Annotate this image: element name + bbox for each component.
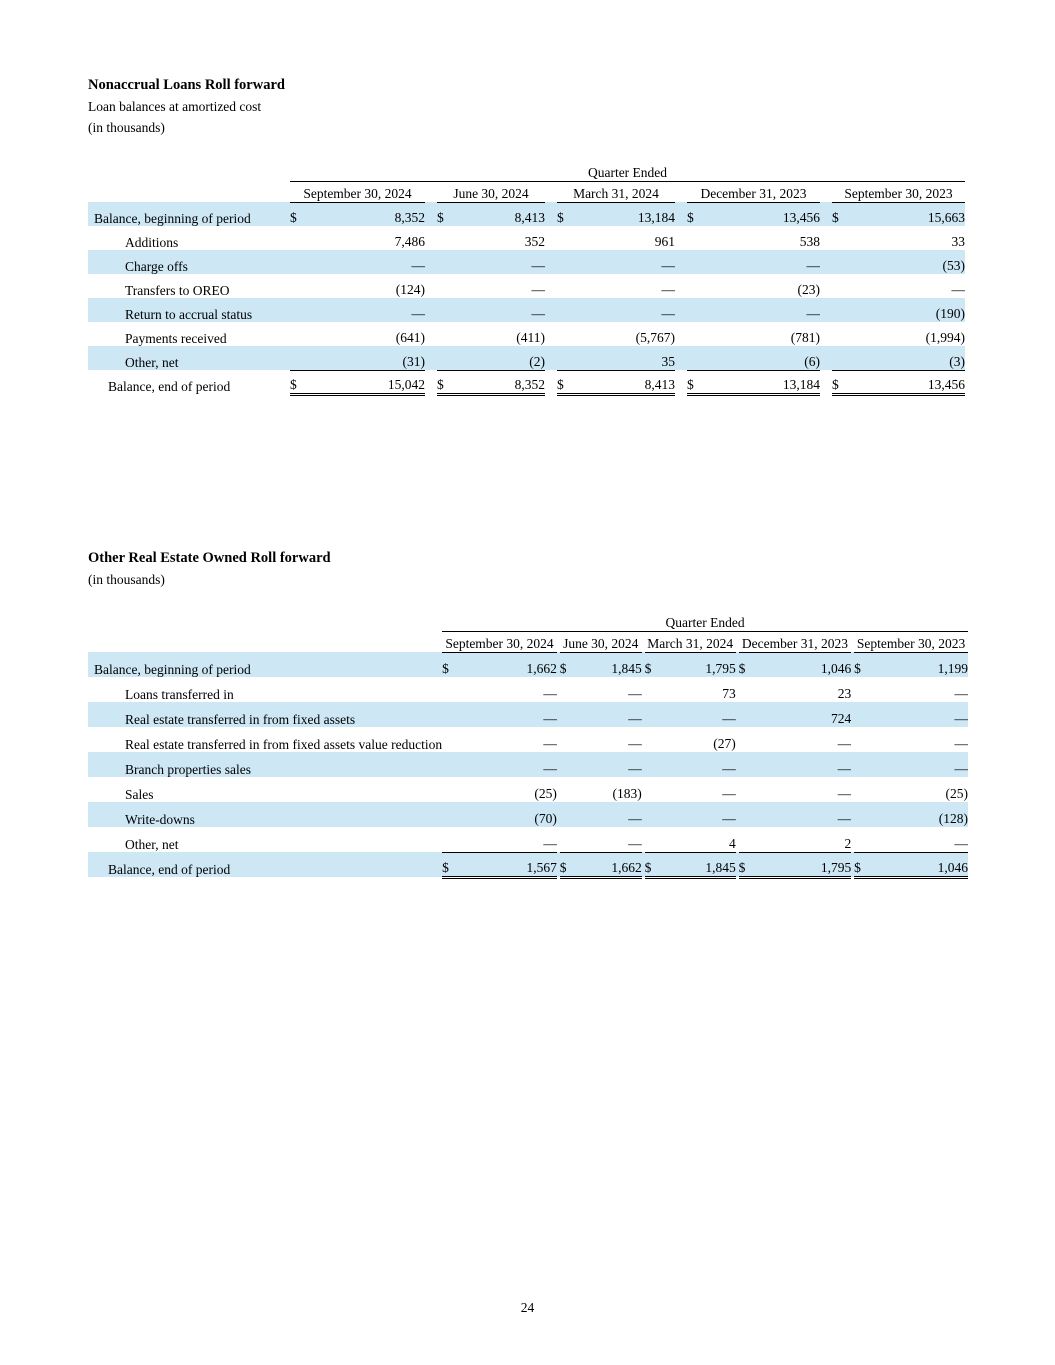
- dollar-sign: $: [290, 370, 308, 394]
- dollar-sign: [739, 802, 755, 827]
- dollar-sign: [557, 274, 575, 298]
- dollar-sign: [437, 298, 455, 322]
- group-header: Quarter Ended: [442, 610, 968, 631]
- row-label: Loans transferred in: [125, 686, 234, 702]
- cell-value: (6): [705, 346, 820, 370]
- cell-value: 1,662: [574, 852, 642, 877]
- table-row: [88, 802, 968, 827]
- dollar-sign: [739, 777, 755, 802]
- column-header-row: [88, 631, 968, 652]
- cell-value: (124): [395, 282, 425, 297]
- cell-value: 352: [524, 234, 545, 249]
- table-row: [88, 652, 968, 677]
- cell-value: 1,199: [937, 661, 968, 676]
- dollar-sign: [687, 274, 705, 298]
- dollar-sign: [560, 752, 574, 777]
- cell-value: —: [806, 306, 820, 321]
- column-spacer: [545, 202, 557, 226]
- cell-value: 13,184: [637, 210, 675, 225]
- section-other-real-estate-owned: [88, 548, 968, 879]
- dollar-sign: [645, 827, 660, 852]
- cell-value: (5,767): [635, 330, 675, 345]
- dollar-sign: $: [645, 852, 660, 877]
- dollar-sign: [442, 727, 458, 752]
- dollar-sign: [557, 250, 575, 274]
- dollar-sign: [290, 298, 308, 322]
- column-spacer: [820, 322, 832, 346]
- row-label: Write-downs: [125, 811, 195, 827]
- cell-value: —: [543, 686, 557, 701]
- cell-value: —: [722, 811, 736, 826]
- cell-value: —: [661, 258, 675, 273]
- column-spacer: [425, 322, 437, 346]
- column-spacer: [425, 226, 437, 250]
- page-number: 24: [520, 1300, 535, 1315]
- table-row: [88, 370, 965, 394]
- dollar-sign: [557, 322, 575, 346]
- row-label: Additions: [125, 234, 179, 250]
- cell-value: 1,845: [660, 852, 736, 877]
- dollar-sign: [687, 250, 705, 274]
- table-row: [88, 298, 965, 322]
- column-header: September 30, 2024: [442, 631, 557, 652]
- column-spacer: [425, 274, 437, 298]
- dollar-sign: $: [687, 210, 694, 225]
- cell-value: 23: [837, 686, 852, 701]
- column-spacer: [820, 202, 832, 226]
- cell-value: (53): [942, 258, 965, 273]
- section-subtitle: (in thousands): [88, 120, 165, 135]
- cell-value: 8,352: [394, 210, 425, 225]
- cell-value: —: [628, 761, 642, 776]
- dollar-sign: [687, 322, 705, 346]
- dollar-sign: [437, 250, 455, 274]
- row-label: Transfers to OREO: [125, 282, 230, 298]
- dollar-sign: [437, 322, 455, 346]
- column-spacer: [425, 202, 437, 226]
- section-subtitle: (in thousands): [88, 572, 165, 587]
- column-spacer: [675, 181, 687, 202]
- dollar-sign: [645, 702, 660, 727]
- column-spacer: [545, 226, 557, 250]
- dollar-sign: [290, 322, 308, 346]
- cell-value: —: [458, 827, 557, 852]
- column-header: June 30, 2024: [437, 181, 545, 202]
- column-spacer: [425, 250, 437, 274]
- dollar-sign: [442, 777, 458, 802]
- cell-value: (27): [713, 736, 736, 751]
- dollar-sign: [645, 727, 660, 752]
- column-spacer: [675, 250, 687, 274]
- column-spacer: [545, 346, 557, 370]
- column-header: September 30, 2023: [832, 181, 965, 202]
- row-label: Real estate transferred in from fixed assets value reduction: [125, 736, 443, 752]
- section-title: Nonaccrual Loans Roll forward: [88, 77, 285, 93]
- cell-value: —: [543, 761, 557, 776]
- dollar-sign: [832, 322, 850, 346]
- table-row: [88, 752, 968, 777]
- column-header: September 30, 2023: [854, 631, 968, 652]
- column-spacer: [675, 322, 687, 346]
- cell-value: —: [543, 736, 557, 751]
- table-row: [88, 274, 965, 298]
- dollar-sign: [832, 250, 850, 274]
- column-spacer: [820, 250, 832, 274]
- cell-value: —: [951, 282, 965, 297]
- dollar-sign: $: [687, 370, 705, 394]
- row-label: Other, net: [125, 836, 179, 852]
- dollar-sign: [832, 298, 850, 322]
- other-real-estate-owned-table: [88, 610, 968, 879]
- dollar-sign: $: [739, 852, 755, 877]
- column-spacer: [820, 298, 832, 322]
- cell-value: 4: [660, 827, 736, 852]
- cell-value: —: [531, 282, 545, 297]
- dollar-sign: [560, 702, 574, 727]
- cell-value: —: [954, 761, 968, 776]
- column-header: September 30, 2024: [290, 181, 425, 202]
- cell-value: —: [543, 711, 557, 726]
- dollar-sign: $: [437, 370, 455, 394]
- table-row: [88, 322, 965, 346]
- dollar-sign: [442, 752, 458, 777]
- table-row: [88, 202, 965, 226]
- cell-value: 1,046: [870, 852, 968, 877]
- dollar-sign: [645, 802, 660, 827]
- dollar-sign: [437, 346, 455, 370]
- dollar-sign: [290, 274, 308, 298]
- table-row: [88, 250, 965, 274]
- cell-value: —: [531, 258, 545, 273]
- dollar-sign: [560, 727, 574, 752]
- dollar-sign: $: [738, 661, 746, 676]
- row-label: Other, net: [125, 354, 179, 370]
- dollar-sign: [645, 777, 660, 802]
- cell-value: —: [531, 306, 545, 321]
- dollar-sign: [557, 298, 575, 322]
- cell-value: 961: [654, 234, 675, 249]
- column-spacer: [545, 181, 557, 202]
- dollar-sign: $: [442, 661, 449, 676]
- dollar-sign: [854, 827, 870, 852]
- dollar-sign: [854, 752, 870, 777]
- dollar-sign: $: [437, 210, 444, 225]
- column-spacer: [675, 226, 687, 250]
- dollar-sign: $: [854, 852, 870, 877]
- cell-value: (411): [516, 330, 545, 345]
- cell-value: 13,456: [850, 370, 965, 394]
- cell-value: (641): [395, 330, 425, 345]
- cell-value: (23): [797, 282, 820, 297]
- cell-value: —: [574, 827, 642, 852]
- table-row: [88, 727, 968, 752]
- cell-value: 15,663: [927, 210, 965, 225]
- column-spacer: [820, 181, 832, 202]
- cell-value: —: [411, 306, 425, 321]
- dollar-sign: $: [559, 661, 567, 676]
- dollar-sign: [560, 677, 574, 702]
- column-spacer: [820, 274, 832, 298]
- row-label: Sales: [125, 786, 154, 802]
- column-spacer: [425, 370, 437, 394]
- cell-value: —: [411, 258, 425, 273]
- cell-value: (190): [935, 306, 965, 321]
- cell-value: —: [837, 736, 852, 751]
- cell-value: 7,486: [394, 234, 425, 249]
- dollar-sign: [290, 250, 308, 274]
- dollar-sign: [854, 802, 870, 827]
- column-spacer: [545, 274, 557, 298]
- cell-value: —: [661, 306, 675, 321]
- column-header: March 31, 2024: [645, 631, 736, 652]
- table-row: [88, 346, 965, 370]
- column-spacer: [545, 370, 557, 394]
- dollar-sign: [739, 827, 755, 852]
- cell-value: —: [837, 811, 852, 826]
- dollar-sign: [854, 777, 870, 802]
- cell-value: 15,042: [308, 370, 425, 394]
- cell-value: (25): [534, 786, 557, 801]
- dollar-sign: $: [644, 661, 652, 676]
- section-subtitle: Loan balances at amortized cost: [88, 99, 262, 114]
- cell-value: —: [628, 736, 642, 751]
- column-spacer: [545, 322, 557, 346]
- cell-value: —: [806, 258, 820, 273]
- cell-value: —: [722, 786, 736, 801]
- dollar-sign: [645, 752, 660, 777]
- cell-value: (128): [938, 811, 968, 826]
- column-spacer: [820, 370, 832, 394]
- row-label: Balance, beginning of period: [94, 210, 251, 226]
- cell-value: —: [628, 686, 642, 701]
- column-spacer: [545, 250, 557, 274]
- cell-value: 538: [799, 234, 820, 249]
- column-spacer: [820, 346, 832, 370]
- table-row: [88, 677, 968, 702]
- column-spacer: [425, 346, 437, 370]
- cell-value: (781): [790, 330, 820, 345]
- column-spacer: [675, 202, 687, 226]
- cell-value: 1,662: [526, 661, 557, 676]
- table-row: [88, 852, 968, 877]
- dollar-sign: [557, 346, 575, 370]
- cell-value: 724: [830, 711, 852, 726]
- cell-value: (70): [534, 811, 557, 826]
- cell-value: —: [837, 786, 852, 801]
- column-header: December 31, 2023: [739, 631, 852, 652]
- row-label: Balance, end of period: [108, 861, 231, 877]
- cell-value: —: [722, 761, 736, 776]
- cell-value: 13,184: [705, 370, 820, 394]
- table-row: [88, 702, 968, 727]
- column-spacer: [425, 181, 437, 202]
- dollar-sign: [832, 346, 850, 370]
- group-header: Quarter Ended: [290, 160, 965, 181]
- dollar-sign: [832, 226, 850, 250]
- column-spacer: [675, 346, 687, 370]
- cell-value: 8,413: [575, 370, 675, 394]
- row-label: Charge offs: [125, 258, 188, 274]
- cell-value: (1,994): [925, 330, 965, 345]
- table-row: [88, 777, 968, 802]
- dollar-sign: [442, 802, 458, 827]
- dollar-sign: [290, 346, 308, 370]
- cell-value: —: [954, 736, 968, 751]
- table-row: [88, 226, 965, 250]
- row-label: Branch properties sales: [125, 761, 251, 777]
- column-spacer: [675, 298, 687, 322]
- column-header: March 31, 2024: [557, 181, 675, 202]
- cell-value: —: [628, 811, 642, 826]
- row-label: Return to accrual status: [125, 306, 253, 322]
- column-spacer: [675, 370, 687, 394]
- dollar-sign: $: [854, 661, 861, 676]
- dollar-sign: [442, 702, 458, 727]
- cell-value: 1,567: [458, 852, 557, 877]
- nonaccrual-loans-table: [88, 160, 965, 396]
- cell-value: (3): [850, 346, 965, 370]
- dollar-sign: [560, 802, 574, 827]
- column-spacer: [820, 226, 832, 250]
- group-header-row: [88, 610, 968, 631]
- dollar-sign: [687, 298, 705, 322]
- column-spacer: [545, 298, 557, 322]
- cell-value: 13,456: [782, 210, 820, 225]
- dollar-sign: [739, 677, 755, 702]
- dollar-sign: [854, 677, 870, 702]
- cell-value: 8,352: [455, 370, 545, 394]
- dollar-sign: [645, 677, 660, 702]
- cell-value: —: [954, 711, 968, 726]
- column-header: June 30, 2024: [560, 631, 642, 652]
- dollar-sign: $: [442, 852, 458, 877]
- dollar-sign: [739, 752, 755, 777]
- cell-value: 8,413: [514, 210, 545, 225]
- dollar-sign: [557, 226, 575, 250]
- dollar-sign: [442, 677, 458, 702]
- cell-value: —: [722, 711, 736, 726]
- cell-value: (31): [308, 346, 425, 370]
- table-row: [88, 827, 968, 852]
- dollar-sign: $: [557, 210, 564, 225]
- column-header: December 31, 2023: [687, 181, 820, 202]
- dollar-sign: [854, 702, 870, 727]
- cell-value: —: [870, 827, 968, 852]
- dollar-sign: $: [290, 210, 297, 225]
- cell-value: (183): [612, 786, 642, 801]
- column-spacer: [675, 274, 687, 298]
- column-header-row: [88, 181, 965, 202]
- column-spacer: [425, 298, 437, 322]
- row-label: Balance, beginning of period: [94, 661, 251, 677]
- section-title: Other Real Estate Owned Roll forward: [88, 550, 331, 566]
- cell-value: —: [837, 761, 852, 776]
- dollar-sign: [442, 827, 458, 852]
- dollar-sign: [687, 226, 705, 250]
- dollar-sign: [854, 727, 870, 752]
- cell-value: —: [954, 686, 968, 701]
- dollar-sign: $: [832, 370, 850, 394]
- dollar-sign: [687, 346, 705, 370]
- dollar-sign: [290, 226, 308, 250]
- group-header-row: [88, 160, 965, 181]
- dollar-sign: [560, 827, 574, 852]
- dollar-sign: $: [557, 370, 575, 394]
- row-label: Real estate transferred in from fixed assets: [125, 711, 356, 727]
- cell-value: (2): [455, 346, 545, 370]
- dollar-sign: [739, 702, 755, 727]
- dollar-sign: [832, 274, 850, 298]
- cell-value: 1,795: [705, 661, 736, 676]
- cell-value: 33: [951, 234, 965, 249]
- dollar-sign: [560, 777, 574, 802]
- cell-value: 1,845: [611, 661, 642, 676]
- row-label: Balance, end of period: [108, 378, 231, 394]
- section-nonaccrual-loans: [88, 75, 965, 396]
- dollar-sign: $: [560, 852, 574, 877]
- cell-value: 2: [754, 827, 851, 852]
- cell-value: 73: [722, 686, 736, 701]
- dollar-sign: [739, 727, 755, 752]
- dollar-sign: $: [832, 210, 839, 225]
- cell-value: (25): [945, 786, 968, 801]
- cell-value: 1,046: [820, 661, 852, 676]
- row-label: Payments received: [125, 330, 227, 346]
- cell-value: —: [661, 282, 675, 297]
- dollar-sign: [437, 274, 455, 298]
- dollar-sign: [437, 226, 455, 250]
- cell-value: 35: [575, 346, 675, 370]
- cell-value: 1,795: [754, 852, 851, 877]
- cell-value: —: [628, 711, 642, 726]
